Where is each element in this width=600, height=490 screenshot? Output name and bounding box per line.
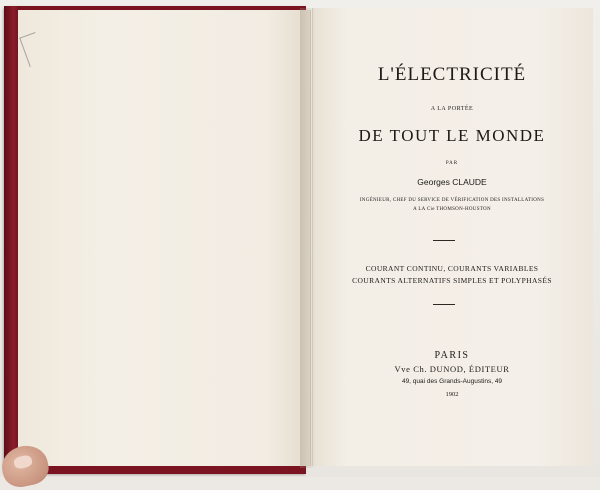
author-credentials-line2: A LA Cie THOMSON-HOUSTON [413,207,491,212]
by-label: PAR [445,161,459,166]
book-title-line2: DE TOUT LE MONDE [358,126,546,145]
divider-rule [433,240,455,241]
book-title-line1: L'ÉLECTRICITÉ [377,64,527,85]
subjects-line2: COURANTS ALTERNATIFS SIMPLES ET POLYPHASÉS [352,276,552,285]
publisher-name: Vve Ch. DUNOD, ÉDITEUR [394,364,510,374]
book-title-connector: A LA PORTÉE [430,106,474,112]
show-through-ghost [138,68,288,108]
publication-year: 1902 [445,391,459,398]
author-name: Georges CLAUDE [417,177,487,187]
publisher-address: 49, quai des Grands-Augustins, 49 [401,378,503,385]
subjects [312,263,592,287]
subjects-line1: COURANT CONTINU, COURANTS VARIABLES [365,264,539,273]
divider-rule [433,304,455,305]
author-credentials-line1: INGÉNIEUR, CHEF DU SERVICE DE VÉRIFICATION DES INSTALLATIONS [359,198,545,203]
left-endpaper [18,10,311,466]
author-credentials [312,196,592,214]
publication-city: PARIS [434,350,470,361]
